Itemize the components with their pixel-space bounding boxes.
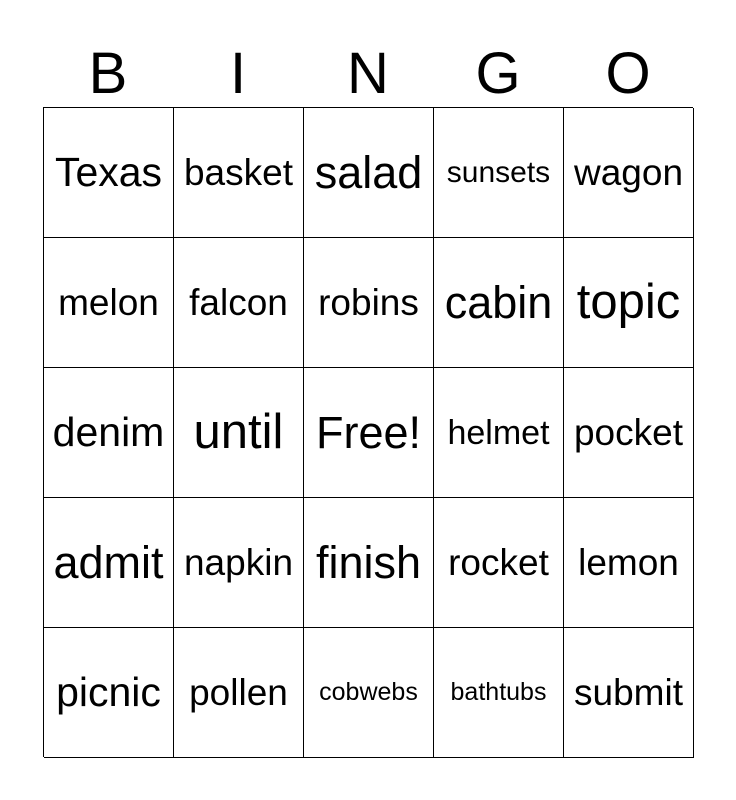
bingo-cell: denim <box>44 368 174 498</box>
header-letter-n: N <box>347 41 389 106</box>
header-letter-b: B <box>88 41 128 106</box>
header-letter-i: I <box>229 41 247 106</box>
bingo-cell: pollen <box>174 628 304 758</box>
bingo-cell: napkin <box>174 498 304 628</box>
header-letter-o: O <box>605 41 651 106</box>
bingo-cell: picnic <box>44 628 174 758</box>
bingo-grid <box>43 107 693 757</box>
bingo-cell: basket <box>174 108 304 238</box>
bingo-cell: bathtubs <box>434 628 564 758</box>
bingo-cell: helmet <box>434 368 564 498</box>
bingo-cell: sunsets <box>434 108 564 238</box>
bingo-cell: admit <box>44 498 174 628</box>
free-space-cell: Free! <box>304 368 434 498</box>
bingo-cell: Texas <box>44 108 174 238</box>
bingo-cell: robins <box>304 238 434 368</box>
bingo-cell: until <box>174 368 304 498</box>
bingo-cell: finish <box>304 498 434 628</box>
bingo-cell: melon <box>44 238 174 368</box>
bingo-cell: cobwebs <box>304 628 434 758</box>
bingo-cell: wagon <box>564 108 694 238</box>
bingo-cell: pocket <box>564 368 694 498</box>
bingo-cell: submit <box>564 628 694 758</box>
bingo-cell: topic <box>564 238 694 368</box>
bingo-cell: cabin <box>434 238 564 368</box>
header-letter-g: G <box>475 41 521 106</box>
bingo-cell: falcon <box>174 238 304 368</box>
bingo-cell: salad <box>304 108 434 238</box>
bingo-header <box>43 40 693 108</box>
bingo-cell: rocket <box>434 498 564 628</box>
bingo-cell: lemon <box>564 498 694 628</box>
